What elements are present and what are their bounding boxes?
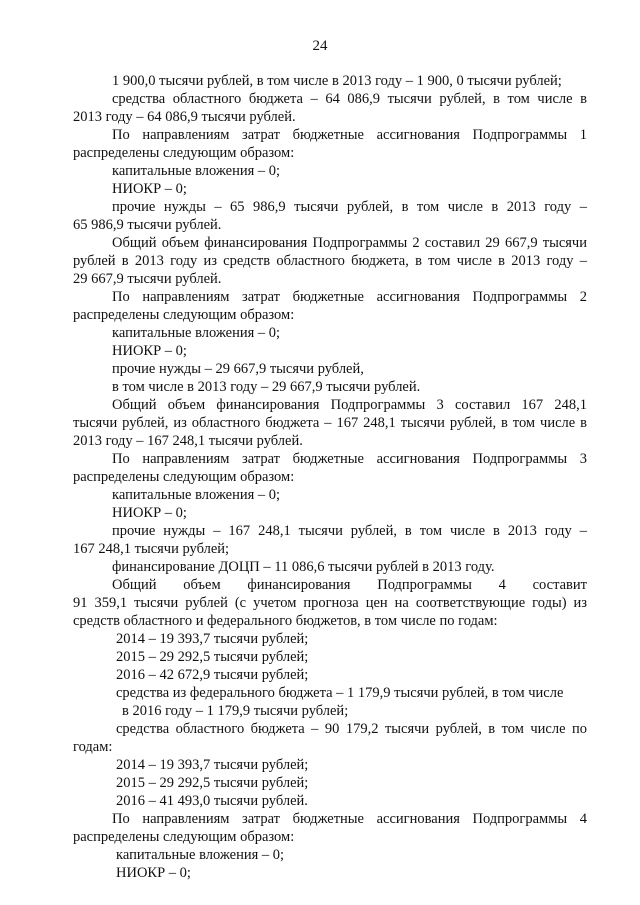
text-line: 2013 году – 167 248,1 тысячи рублей. [73, 433, 303, 449]
text-line: распределены следующим образом: [73, 145, 295, 161]
text-line: рублей в 2013 году из средств областного бюджета, в том числе в 2013 году – [73, 253, 587, 269]
text-line: Общий объем финансирования Подпрограммы 2 составил 29 667,9 тысячи [112, 235, 587, 251]
text-line: распределены следующим образом: [73, 469, 295, 485]
text-line: НИОКР – 0; [116, 865, 191, 881]
text-line: 2016 – 41 493,0 тысячи рублей. [116, 793, 308, 809]
text-line: прочие нужды – 29 667,9 тысячи рублей, [112, 361, 364, 377]
text-line: По направлениям затрат бюджетные ассигнования Подпрограммы 4 [112, 811, 587, 827]
text-line: По направлениям затрат бюджетные ассигнования Подпрограммы 1 [112, 127, 587, 143]
text-line: НИОКР – 0; [112, 505, 187, 521]
text-line: 1 900,0 тысячи рублей, в том числе в 2013 году – 1 900, 0 тысячи рублей; [112, 73, 562, 89]
text-line: По направлениям затрат бюджетные ассигнования Подпрограммы 3 [112, 451, 587, 467]
text-line: Общий объем финансирования Подпрограммы 3 составил 167 248,1 [112, 397, 587, 413]
text-line: прочие нужды – 65 986,9 тысячи рублей, в том числе в 2013 году – [112, 199, 587, 215]
text-line: 29 667,9 тысячи рублей. [73, 271, 222, 287]
text-line: По направлениям затрат бюджетные ассигнования Подпрограммы 2 [112, 289, 587, 305]
text-line: капитальные вложения – 0; [112, 487, 281, 503]
text-line: капитальные вложения – 0; [112, 163, 281, 179]
page-number: 24 [312, 38, 328, 54]
text-line: 65 986,9 тысячи рублей. [73, 217, 222, 233]
text-line: НИОКР – 0; [112, 343, 187, 359]
text-line: НИОКР – 0; [112, 181, 187, 197]
text-line: средства областного бюджета – 90 179,2 тысячи рублей, в том числе по [116, 721, 587, 737]
text-line: тысячи рублей, из областного бюджета – 167 248,1 тысячи рублей, в том числе в [73, 415, 587, 431]
text-line: распределены следующим образом: [73, 307, 295, 323]
text-line: 167 248,1 тысячи рублей; [73, 541, 230, 557]
text-line: капитальные вложения – 0; [116, 847, 285, 863]
text-line: 2015 – 29 292,5 тысячи рублей; [116, 775, 309, 791]
text-line: 2014 – 19 393,7 тысячи рублей; [116, 757, 309, 773]
text-line: 91 359,1 тысячи рублей (с учетом прогноза цен на соответствующие годы) из [73, 595, 587, 611]
text-line: в 2016 году – 1 179,9 тысячи рублей; [122, 703, 349, 719]
text-line: Общий объем финансирования Подпрограммы 4 составит [112, 577, 587, 593]
text-line: средства областного бюджета – 64 086,9 тысячи рублей, в том числе в [112, 91, 587, 107]
text-line: 2013 году – 64 086,9 тысячи рублей. [73, 109, 296, 125]
text-line: 2016 – 42 672,9 тысячи рублей; [116, 667, 309, 683]
text-line: в том числе в 2013 году – 29 667,9 тысячи рублей. [112, 379, 421, 395]
text-line: распределены следующим образом: [73, 829, 295, 845]
text-line: годам: [73, 739, 113, 755]
text-line: капитальные вложения – 0; [112, 325, 281, 341]
text-line: средств областного и федерального бюджетов, в том числе по годам: [73, 613, 498, 629]
text-line: финансирование ДОЦП – 11 086,6 тысячи рублей в 2013 году. [112, 559, 495, 575]
text-line: 2015 – 29 292,5 тысячи рублей; [116, 649, 309, 665]
text-line: средства из федерального бюджета – 1 179,9 тысячи рублей, в том числе [116, 685, 564, 701]
text-line: прочие нужды – 167 248,1 тысячи рублей, в том числе в 2013 году – [112, 523, 587, 539]
text-line: 2014 – 19 393,7 тысячи рублей; [116, 631, 309, 647]
